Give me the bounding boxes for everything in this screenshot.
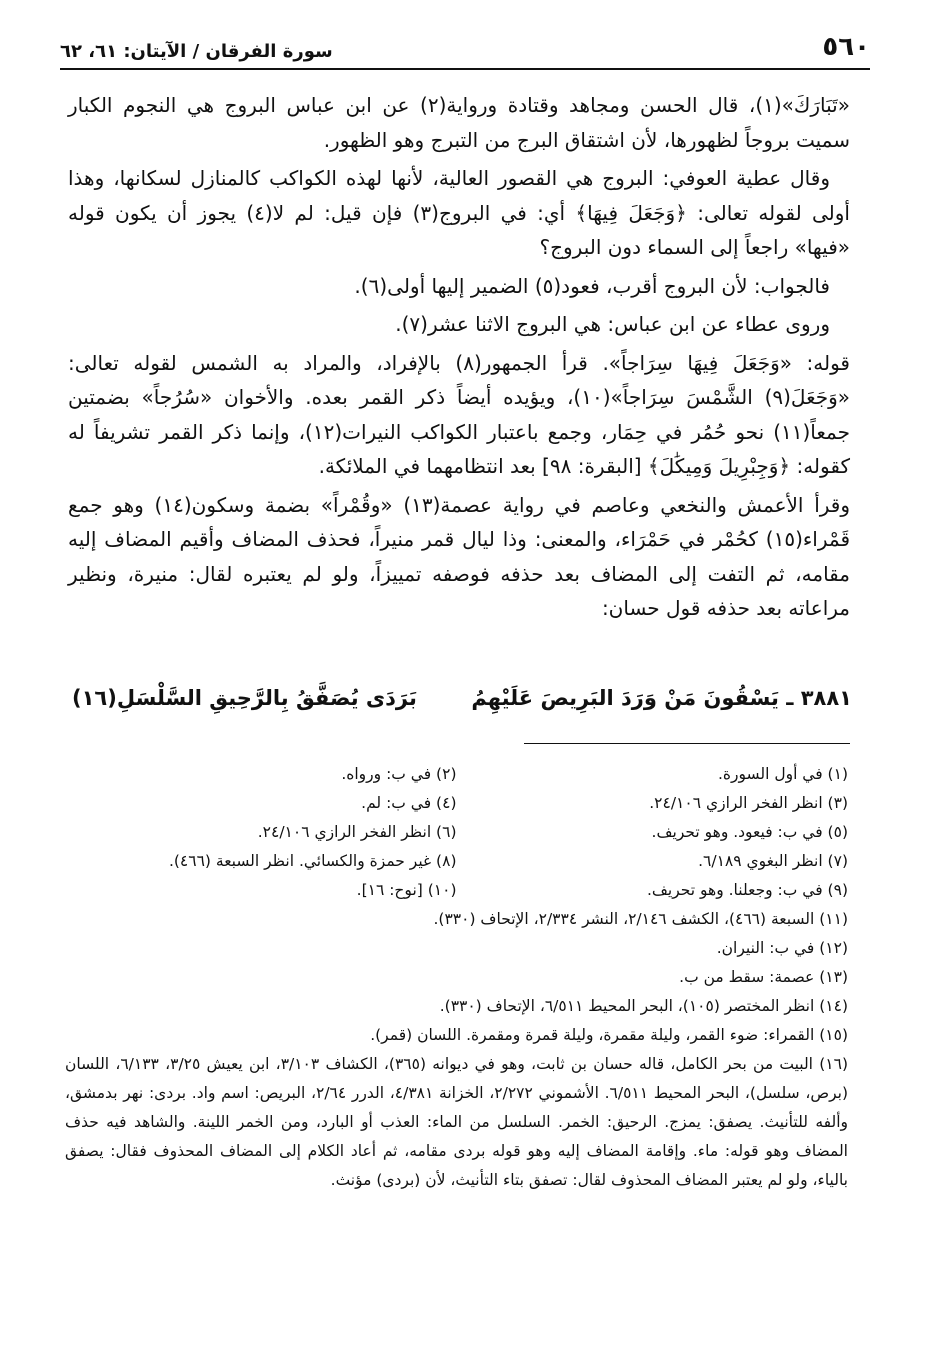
footnote: (٦) انظر الفخر الرازي ٢٤/١٠٦. (257, 823, 457, 841)
footnote: (٧) انظر البغوي ٦/١٨٩. (698, 852, 848, 870)
verse-first-hemistich: ٣٨٨١ ـ يَسْقُونَ مَنْ وَرَدَ البَرِيصَ عَلَيْهِمُ (471, 686, 852, 710)
footnote: (١٣) عصمة: سقط من ب. (679, 968, 848, 986)
footnote: (١٢) في ب: النيران. (716, 939, 848, 957)
footnote-row (65, 847, 848, 876)
footnote: (٣) انظر الفخر الرازي ٢٤/١٠٦. (649, 794, 848, 812)
running-title: سورة الفرقان / الآيتان: ٦١، ٦٢ (60, 41, 333, 62)
footnote: (١٠) [نوح: ١٦]. (356, 881, 457, 899)
footnote: (٥) في ب: فيعود. وهو تحريف. (651, 823, 848, 841)
footnote: (٨) غير حمزة والكسائي. انظر السبعة (٤٦٦). (168, 852, 457, 870)
paragraph: «تَبَارَكَ»(١)، قال الحسن ومجاهد وقتادة ورواية(٢) عن ابن عباس البروج هي النجوم الكبار سميت بروجاً لظهورها، لأن اشتقاق البرج من التبرج وهو الظهور. (68, 93, 850, 152)
page-number: ٥٦٠ (822, 32, 870, 62)
main-text (68, 88, 850, 630)
footnote: (١٥) القمراء: ضوء القمر، وليلة مقمرة، وليلة قمرة ومقمرة. اللسان (قمر). (370, 1026, 848, 1044)
footnote: (١٤) انظر المختصر (١٠٥)، البحر المحيط ٦/٥١١، الإتحاف (٣٣٠). (439, 997, 848, 1015)
paragraph: وروى عطاء عن ابن عباس: هي البروج الاثنا عشر(٧). (395, 312, 830, 336)
footnote-row (65, 818, 848, 847)
footnote-row (65, 789, 848, 818)
page-header (60, 22, 870, 70)
footnote: (٩) في ب: وجعلنا. وهو تحريف. (646, 881, 848, 899)
footnote-long (65, 1050, 848, 1195)
paragraph: فالجواب: لأن البروج أقرب، فعود(٥) الضمير إليها أولى(٦). (354, 273, 830, 298)
footnote: (١١) السبعة (٤٦٦)، الكشف ٢/١٤٦، النشر ٢/٣٣٤، الإتحاف (٣٣٠). (433, 910, 848, 928)
paragraph: قوله: «وَجَعَلَ فِيهَا سِرَاجاً». قرأ الجمهور(٨) بالإفراد، والمراد به الشمس لقوله تعالى: «وَجَعَلَ(٩) الشَّمْسَ سِرَاجاً»(١٠)، ويؤيده أيضاً ذكر القمر بعده. والأخوان «سُرُجاً» بضمتين جمعاً(١١) نحو حُمُر في حِمَار، وجمع باعتبار الكواكب النيرات(١٢)، وإنما ذكر القمر تشريفاً له كقوله: ﴿وَجِبْرِيلَ وَمِيكَٰلَ﴾ [البقرة: ٩٨] بعد انتظامهما في الملائكة. (68, 350, 850, 478)
footnote: (٢) في ب: ورواه. (341, 765, 457, 783)
paragraph: وقرأ الأعمش والنخعي وعاصم في رواية عصمة(١٣) «وقُمْراً» بضمة وسكون(١٤) وهو جمع قَمْراء(١٥) كحُمْر في حَمْرَاء، والمعنى: وذا ليال قمر منيراً، فحذف المضاف وأقيم المضاف إليه مقامه، ثم التفت إلى المضاف بعد حذفه فوصفه تمييزاً، ولو لم يعتبره لقال: منيرة، ونظير مراعاته بعد حذفه قول حسان: (68, 492, 851, 620)
footnote-text: البيت من بحر الكامل، قاله حسان بن ثابت، وهو في ديوانه (٣٦٥)، الكشاف ٣/١٠٣، ابن يعيش ٣/٢٥، ٦/١٣٣، اللسان (برص، سلسل)، البحر المحيط ٦/٥١١. الأشموني ٢/٢٧٢، الخزانة ٤/٣٨١، الدرر ٢/٦٤، البريص: اسم واد. بردى: نهر بدمشق، وألفه للتأنيث. يصفق: يمزج. الرحيق: الخمر. السلسل من الماء: العذب أو البارد، ومن الخمر اللينة. والشاهد فيه حذف المضاف وهو قوله: ماء. وإقامة المضاف إليه وهو قوله بردى مقامه، ثم أعاد الكلام إلى المضاف المحذوف فقال: يصفق بالياء، ولو لم يعتبر المضاف المحذوف لقال: تصفق بتاء التأنيث، لأن (بردى) مؤنث. (65, 1055, 849, 1189)
footnote: (٤) في ب: لم. (361, 794, 457, 812)
verse-second-hemistich: بَرَدَى يُصَفَّقُ بِالرَّحِيقِ السَّلْسَلِ(١٦) (72, 686, 417, 710)
footnotes (65, 760, 848, 1195)
footnote-separator (524, 743, 850, 744)
footnote-label: (١٦) (819, 1055, 848, 1073)
paragraph: وقال عطية العوفي: البروج هي القصور العالية، لأنها لهذه الكواكب كالمنازل لسكانها، وهذا أولى لقوله تعالى: ﴿وَجَعَلَ فِيهَا﴾ أي: في البروج(٣) فإن قيل: لم لا(٤) يجوز أن يكون قوله «فيها» راجعاً إلى السماء دون البروج؟ (68, 166, 850, 259)
footnote-row (65, 760, 848, 789)
footnote-row (65, 876, 848, 905)
poetry-verse (72, 678, 852, 718)
footnote: (١) في أول السورة. (718, 765, 848, 783)
